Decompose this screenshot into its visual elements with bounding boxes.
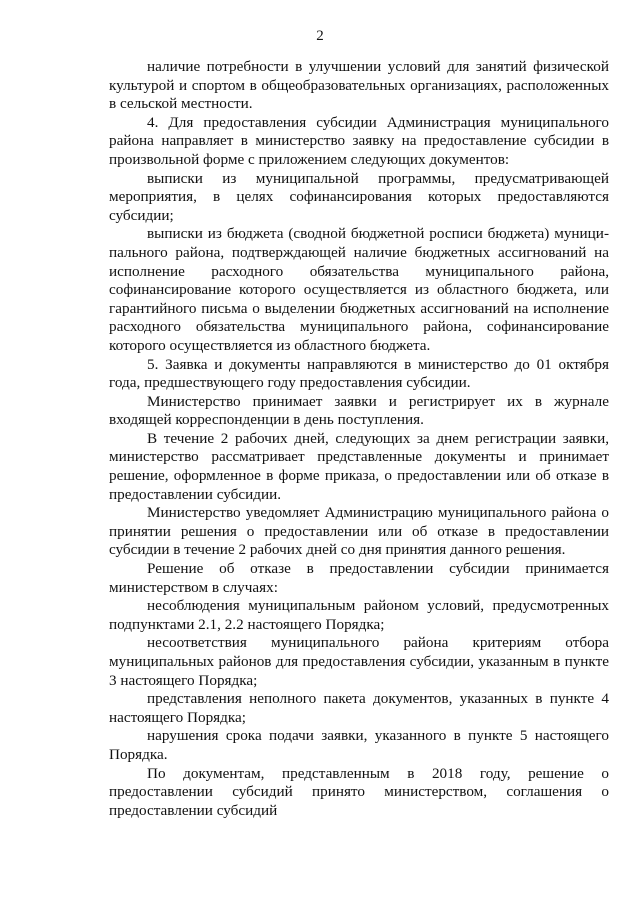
paragraph-2018-decision: По документам, представленным в 2018 году, решение о предоставлении субсидий принято министерством, соглашения о предоставлении субсидий — [109, 764, 609, 819]
paragraph-notification: Министерство уведомляет Администрацию муниципального района о принятии решения о предоставлении или об отказе в предоставлении субсидии в течение 2 рабочих дней со дня принятия данного решения. — [109, 504, 609, 559]
paragraph-refusal-documents: представления неполного пакета документов, указанных в пункте 4 настоящего Порядка; — [109, 690, 609, 726]
paragraph-refusal-cases: Решение об отказе в предоставлении субсидии принимается министерством в случаях: — [109, 560, 609, 596]
paragraph-refusal-conditions: несоблюдения муниципальным районом условий, предусмотренных подпунктами 2.1, 2.2 настоящего Порядка; — [109, 597, 609, 633]
paragraph-section-5: 5. Заявка и документы направляются в министерство до 01 октября года, предшествующего году предоставления субсидии. — [109, 355, 609, 392]
paragraph-program-extract: выписки из муниципальной программы, предусматривающей мероприятия, в целях софинансирования которых предоставляются субсидии; — [109, 169, 609, 224]
page-number: 2 — [316, 28, 324, 44]
paragraph-sports-conditions: наличие потребности в улучшении условий для занятий физической культурой и спортом в общеобразовательных организациях, расположенных в сельской местности. — [109, 58, 609, 113]
paragraph-refusal-criteria: несоответствия муниципального района критериям отбора муниципальных районов для предоставления субсидии, указанным в пункте 3 настоящего Порядка; — [109, 634, 609, 689]
paragraph-section-4: 4. Для предоставления субсидии Администрация муниципального района направляет в министерство заявку на предоставление субсидии в произвольной форме с приложением следующих документов: — [109, 113, 609, 168]
paragraph-budget-extract: выписки из бюджета (сводной бюджетной росписи бюджета) муниципального района, подтверждающей наличие бюджетных ассигнований на исполнение расходного обязательства муниципального района, софинансирование которого осуществляется из областного бюджета, или гарантийного письма о выделении бюджетных ассигнований на исполнение расходного обязательства муниципального района, софинансирование которого осуществляется из областного бюджета. — [109, 225, 609, 354]
document-body — [109, 58, 609, 820]
paragraph-review: В течение 2 рабочих дней, следующих за днем регистрации заявки, министерство рассматривает представленные документы и принимает решение, оформленное в форме приказа, о предоставлении или об отказе в предоставлении субсидии. — [109, 429, 609, 503]
paragraph-registration: Министерство принимает заявки и регистрирует их в журнале входящей корреспонденции в день поступления. — [109, 392, 609, 429]
paragraph-refusal-deadline: нарушения срока подачи заявки, указанного в пункте 5 настоящего Порядка. — [109, 727, 609, 763]
